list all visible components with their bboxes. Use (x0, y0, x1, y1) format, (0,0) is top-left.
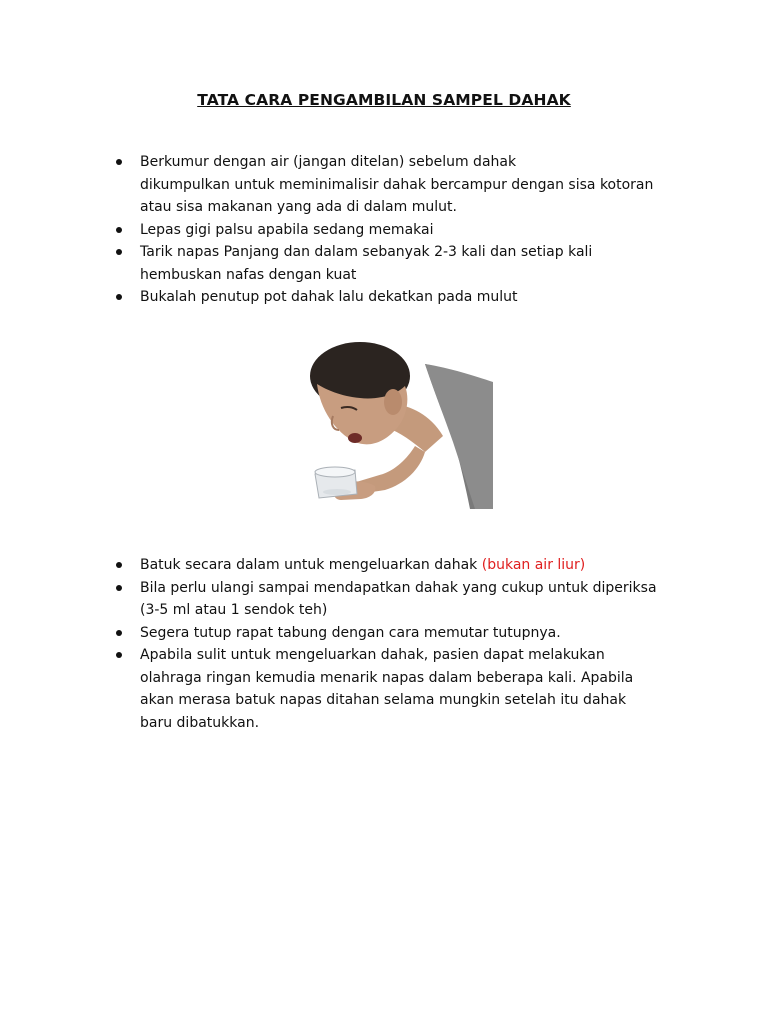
steps-list-after-image (0, 554, 768, 734)
step-line: olahraga ringan kemudia menarik napas dalam beberapa kali. Apabila (140, 669, 634, 686)
step-line: baru dibatukkan. (140, 714, 260, 731)
step-line: Bila perlu ulangi sampai mendapatkan dahak yang cukup untuk diperiksa (140, 579, 657, 596)
step-line: akan merasa batuk napas ditahan selama mungkin setelah itu dahak (140, 692, 627, 708)
step-text: Batuk secara dalam untuk mengeluarkan dahak (140, 557, 482, 573)
list-item (0, 554, 680, 577)
step-line: dikumpulkan untuk meminimalisir dahak bercampur dengan sisa kotoran (140, 176, 654, 193)
step-line (140, 554, 680, 577)
steps-list-before-image (0, 151, 768, 309)
list-item (0, 644, 680, 734)
step-line: Berkumur dengan air (jangan ditelan) sebelum dahak (140, 154, 517, 170)
step-line: atau sisa makanan yang ada di dalam mulut. (140, 199, 457, 215)
list-item (0, 241, 680, 286)
bullet-icon (116, 227, 122, 233)
list-item (0, 622, 680, 645)
step-line: Apabila sulit untuk mengeluarkan dahak, pasien dapat melakukan (140, 647, 605, 663)
step-line: hembuskan nafas dengan kuat (140, 266, 357, 283)
bullet-icon (116, 294, 122, 300)
bullet-icon (116, 562, 122, 568)
list-item (0, 577, 680, 622)
step-line: Segera tutup rapat tabung dengan cara memutar tutupnya. (140, 624, 561, 641)
list-item (0, 151, 680, 219)
bullet-icon (116, 630, 122, 636)
step-line: Bukalah penutup pot dahak lalu dekatkan pada mulut (140, 289, 518, 305)
bullet-icon (116, 249, 122, 255)
list-item (0, 219, 680, 242)
step-line: Tarik napas Panjang dan dalam sebanyak 2-3 kali dan setiap kali (140, 244, 593, 260)
highlight-text: (bukan air liur) (481, 557, 586, 573)
bullet-icon (116, 585, 122, 591)
bullet-icon (116, 652, 122, 658)
bullet-icon (116, 159, 122, 165)
list-item (0, 286, 680, 309)
person-spitting-into-pot-illustration (275, 324, 493, 534)
step-line: Lepas gigi palsu apabila sedang memakai (140, 221, 434, 238)
document-title: TATA CARA PENGAMBILAN SAMPEL DAHAK (197, 91, 571, 109)
illustration-photo (275, 324, 493, 534)
step-line: (3-5 ml atau 1 sendok teh) (140, 602, 328, 618)
